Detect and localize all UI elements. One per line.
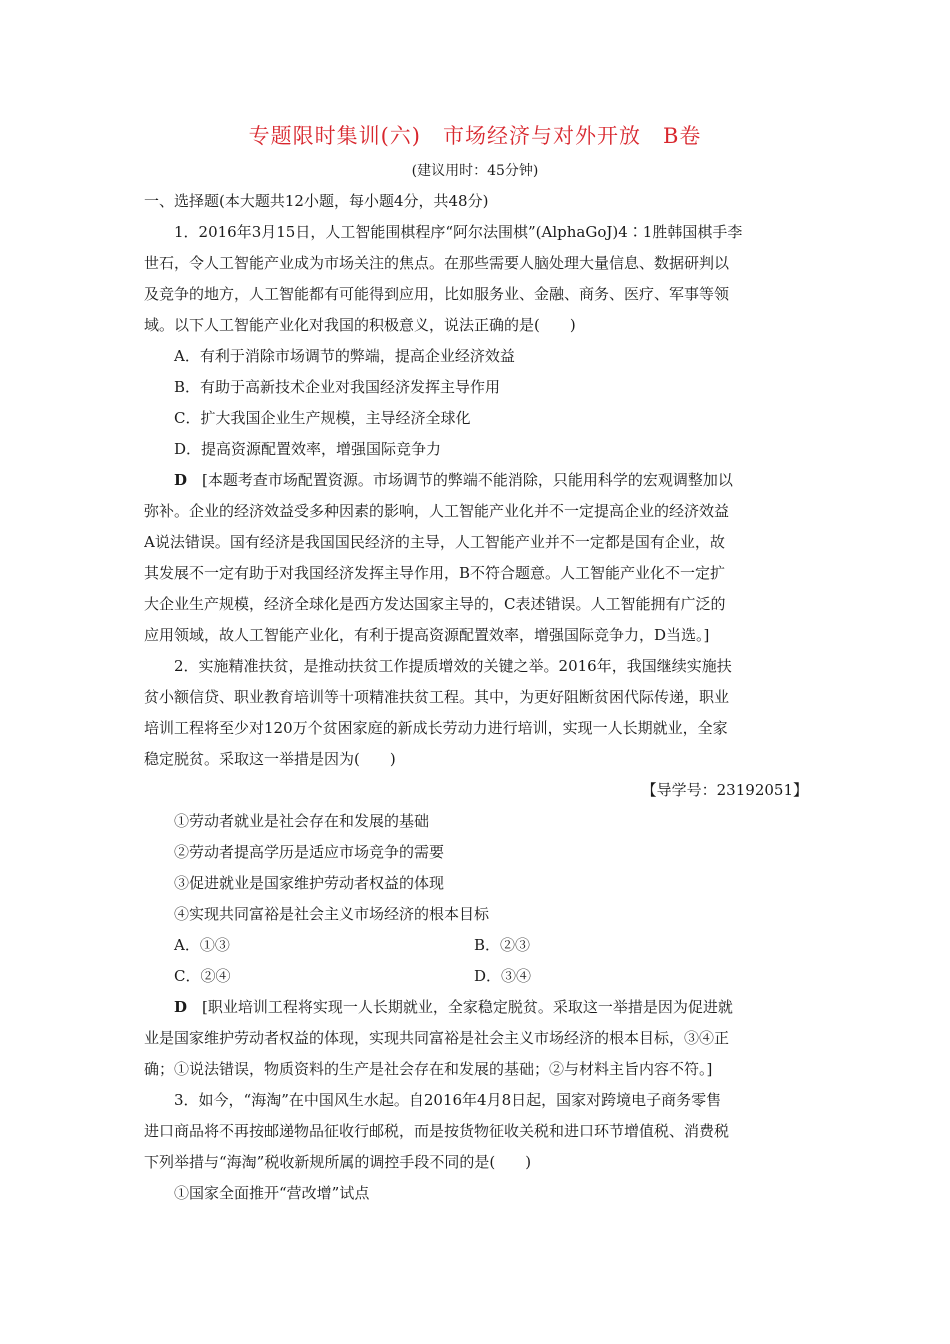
q1-option-a: A．有利于消除市场调节的弊端，提高企业经济效益 — [174, 347, 515, 365]
q1-option-d: D．提高资源配置效率，增强国际竞争力 — [174, 440, 442, 458]
section-heading: 一、选择题(本大题共12小题，每小题4分，共48分) — [144, 192, 489, 210]
q1-explanation-line: 应用领域，故人工智能产业化，有利于提高资源配置效率，增强国际竞争力，D当选。] — [144, 626, 710, 644]
q2-answer-letter: D — [174, 998, 188, 1016]
q1-option-c: C．扩大我国企业生产规模，主导经济全球化 — [174, 409, 471, 427]
q2-option-a: A．①③ — [174, 936, 230, 954]
q2-option-b: B．②③ — [474, 936, 531, 954]
q1-answer-letter: D — [174, 471, 188, 489]
q1-stem-line: 1．2016年3月15日，人工智能围棋程序“阿尔法围棋”(AlphaGoJ)4∶1胜韩国棋手李 — [174, 223, 743, 241]
q1-answer-line — [144, 465, 808, 496]
q2-option-d: D．③④ — [474, 967, 532, 985]
q1-explanation-line: 弥补。企业的经济效益受多种因素的影响，人工智能产业化并不一定提高企业的经济效益 — [144, 502, 730, 520]
q1-stem-line: 域。以下人工智能产业化对我国的积极意义，说法正确的是( ) — [144, 316, 576, 334]
suggested-time: (建议用时：45分钟) — [411, 163, 539, 179]
q2-answer-line — [144, 992, 808, 1023]
q2-stem-line: 培训工程将至少对120万个贫困家庭的新成长劳动力进行培训，实现一人长期就业，全家 — [144, 719, 728, 737]
q2-item: ①劳动者就业是社会存在和发展的基础 — [174, 812, 430, 830]
q2-option-c: C．②④ — [174, 967, 231, 985]
q2-stem-line: 2．实施精准扶贫，是推动扶贫工作提质增效的关键之举。2016年，我国继续实施扶 — [174, 657, 732, 675]
q1-explanation: [本题考查市场配置资源。市场调节的弊端不能消除，只能用科学的宏观调整加以 — [202, 471, 733, 489]
page-title: 专题限时集训(六) 市场经济与对外开放 B卷 — [248, 124, 702, 148]
q1-stem-line: 及竞争的地方，人工智能都有可能得到应用，比如服务业、金融、商务、医疗、军事等领 — [144, 285, 730, 303]
q3-stem-line: 进口商品将不再按邮递物品征收行邮税，而是按货物征收关税和进口环节增值税、消费税 — [144, 1122, 730, 1140]
q1-stem-line: 世石，令人工智能产业成为市场关注的焦点。在那些需要人脑处理大量信息、数据研判以 — [144, 254, 730, 272]
q1-explanation-line: 大企业生产规模，经济全球化是西方发达国家主导的，C表述错误。人工智能拥有广泛的 — [144, 595, 726, 613]
guide-number: 【导学号：23192051】 — [641, 781, 808, 799]
q3-item: ①国家全面推开“营改增”试点 — [174, 1184, 370, 1202]
q2-item: ②劳动者提高学历是适应市场竞争的需要 — [174, 843, 445, 861]
q2-options-row — [144, 961, 808, 992]
q1-option-b: B．有助于高新技术企业对我国经济发挥主导作用 — [174, 378, 501, 396]
q1-explanation-line: 其发展不一定有助于对我国经济发挥主导作用，B不符合题意。人工智能产业化不一定扩 — [144, 564, 726, 582]
q2-stem-line: 贫小额信贷、职业教育培训等十项精准扶贫工程。其中，为更好阻断贫困代际传递，职业 — [144, 688, 730, 706]
document-body — [144, 186, 808, 1209]
q2-item: ④实现共同富裕是社会主义市场经济的根本目标 — [174, 905, 490, 923]
q2-options-row — [144, 930, 808, 961]
q2-explanation-line: 业是国家维护劳动者权益的体现，实现共同富裕是社会主义市场经济的根本目标，③④正 — [144, 1029, 730, 1047]
q2-explanation: [职业培训工程将实现一人长期就业，全家稳定脱贫。采取这一举措是因为促进就 — [202, 998, 733, 1016]
q3-stem-line: 3．如今，“海淘”在中国风生水起。自2016年4月8日起，国家对跨境电子商务零售 — [174, 1091, 722, 1109]
q2-explanation-line: 确；①说法错误，物质资料的生产是社会存在和发展的基础；②与材料主旨内容不符。] — [144, 1060, 713, 1078]
q3-stem-line: 下列举措与“海淘”税收新规所属的调控手段不同的是( ) — [144, 1153, 532, 1171]
q2-stem-line: 稳定脱贫。采取这一举措是因为( ) — [144, 750, 396, 768]
q2-item: ③促进就业是国家维护劳动者权益的体现 — [174, 874, 445, 892]
q1-explanation-line: A说法错误。国有经济是我国国民经济的主导，人工智能产业并不一定都是国有企业，故 — [144, 533, 725, 551]
